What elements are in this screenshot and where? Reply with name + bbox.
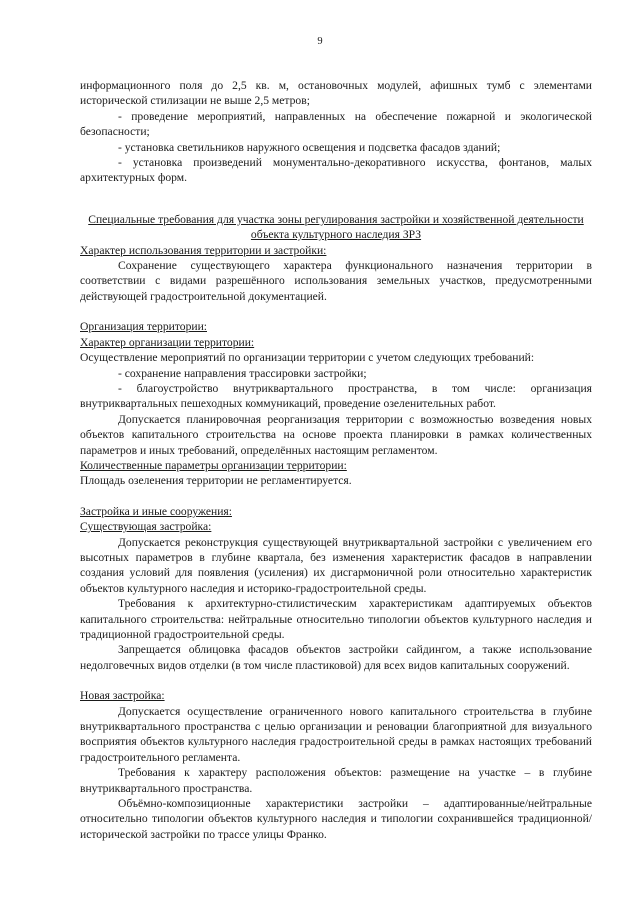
quantitative-text: Площадь озеленения территории не регламентируется. xyxy=(80,474,352,488)
usage-heading: Характер использования территории и застройки: xyxy=(80,243,327,257)
section-title: Специальные требования для участка зоны регулирования застройки и хозяйственной деятельности объекта культурного наследия ЗРЗ xyxy=(88,212,584,242)
existing-buildings-paragraph: Требования к архитектурно-стилистическим характеристикам адаптируемых объектов капитального строительства: нейтральные относительно типологии объектов культурного наследия и традиционной градостроительной среды. xyxy=(80,597,592,641)
organization-list-item: - благоустройство внутриквартального пространства, в том числе: организация внутриквартальных пешеходных коммуникаций, проведение озеленительных работ. xyxy=(80,381,592,411)
buildings-heading: Застройка и иные сооружения: xyxy=(80,504,232,518)
existing-buildings-paragraph: Допускается реконструкция существующей внутриквартальной застройки с увеличением его высотных параметров в глубине квартала, без изменения характеристик фасадов в направлении создания условий для появления (усиления) их дисгармоничной роли относительно характеристик объектов культурного наследия и историко-градостроительной среды. xyxy=(80,535,592,595)
new-buildings-heading: Новая застройка: xyxy=(80,689,165,703)
organization-subheading: Характер организации территории: xyxy=(80,335,255,349)
document-body xyxy=(80,78,592,842)
intro-list-item: - установка произведений монументально-декоративного искусства, фонтанов, малых архитектурных форм. xyxy=(80,156,592,185)
quantitative-heading: Количественные параметры организации территории: xyxy=(80,458,347,472)
intro-paragraph: информационного поля до 2,5 кв. м, остановочных модулей, афишных тумб с элементами исторической стилизации не выше 2,5 метров; xyxy=(80,79,592,108)
organization-lead: Осуществление мероприятий по организации территории с учетом следующих требований: xyxy=(80,351,535,365)
existing-buildings-paragraph: Запрещается облицовка фасадов объектов застройки сайдингом, а также использование недолговечных видов отделки (в том числе пластиковой) для всех видов капитальных сооружений. xyxy=(80,643,592,672)
intro-list-item: - проведение мероприятий, направленных на обеспечение пожарной и экологической безопасности; xyxy=(80,109,592,139)
organization-paragraph: Допускается планировочная реорганизация территории с возможностью возведения новых объектов капитального строительства на основе проекта планировки в рамках количественных параметров и иных требований, определённых настоящим регламентом. xyxy=(80,412,592,457)
existing-buildings-heading: Существующая застройка: xyxy=(80,520,212,534)
organization-list-item: - сохранение направления трассировки застройки; xyxy=(118,366,367,380)
usage-paragraph: Сохранение существующего характера функционального назначения территории в соответствии с видами разрешённого использования земельных участков, предусмотренными действующей градостроительной документацией. xyxy=(80,259,592,303)
intro-list-item: - установка светильников наружного освещения и подсветка фасадов зданий; xyxy=(118,140,501,154)
new-buildings-paragraph: Допускается осуществление ограниченного нового капитального строительства в глубине внутриквартального пространства с целью организации и реновации благоприятной для визуального восприятия объектов культурного наследия градостроительной среды в рамках настоящих требований градостроительного регламента. xyxy=(80,704,592,764)
page-number: 9 xyxy=(317,36,323,47)
new-buildings-paragraph: Требования к характеру расположения объектов: размещение на участке – в глубине внутриквартального пространства. xyxy=(80,766,592,795)
organization-heading: Организация территории: xyxy=(80,320,207,334)
new-buildings-paragraph: Объёмно-композиционные характеристики застройки – адаптированные/нейтральные относительно типологии объектов культурного наследия и типологии сохранившейся традиционной/исторической застройки по трассе улицы Франко. xyxy=(80,797,592,841)
